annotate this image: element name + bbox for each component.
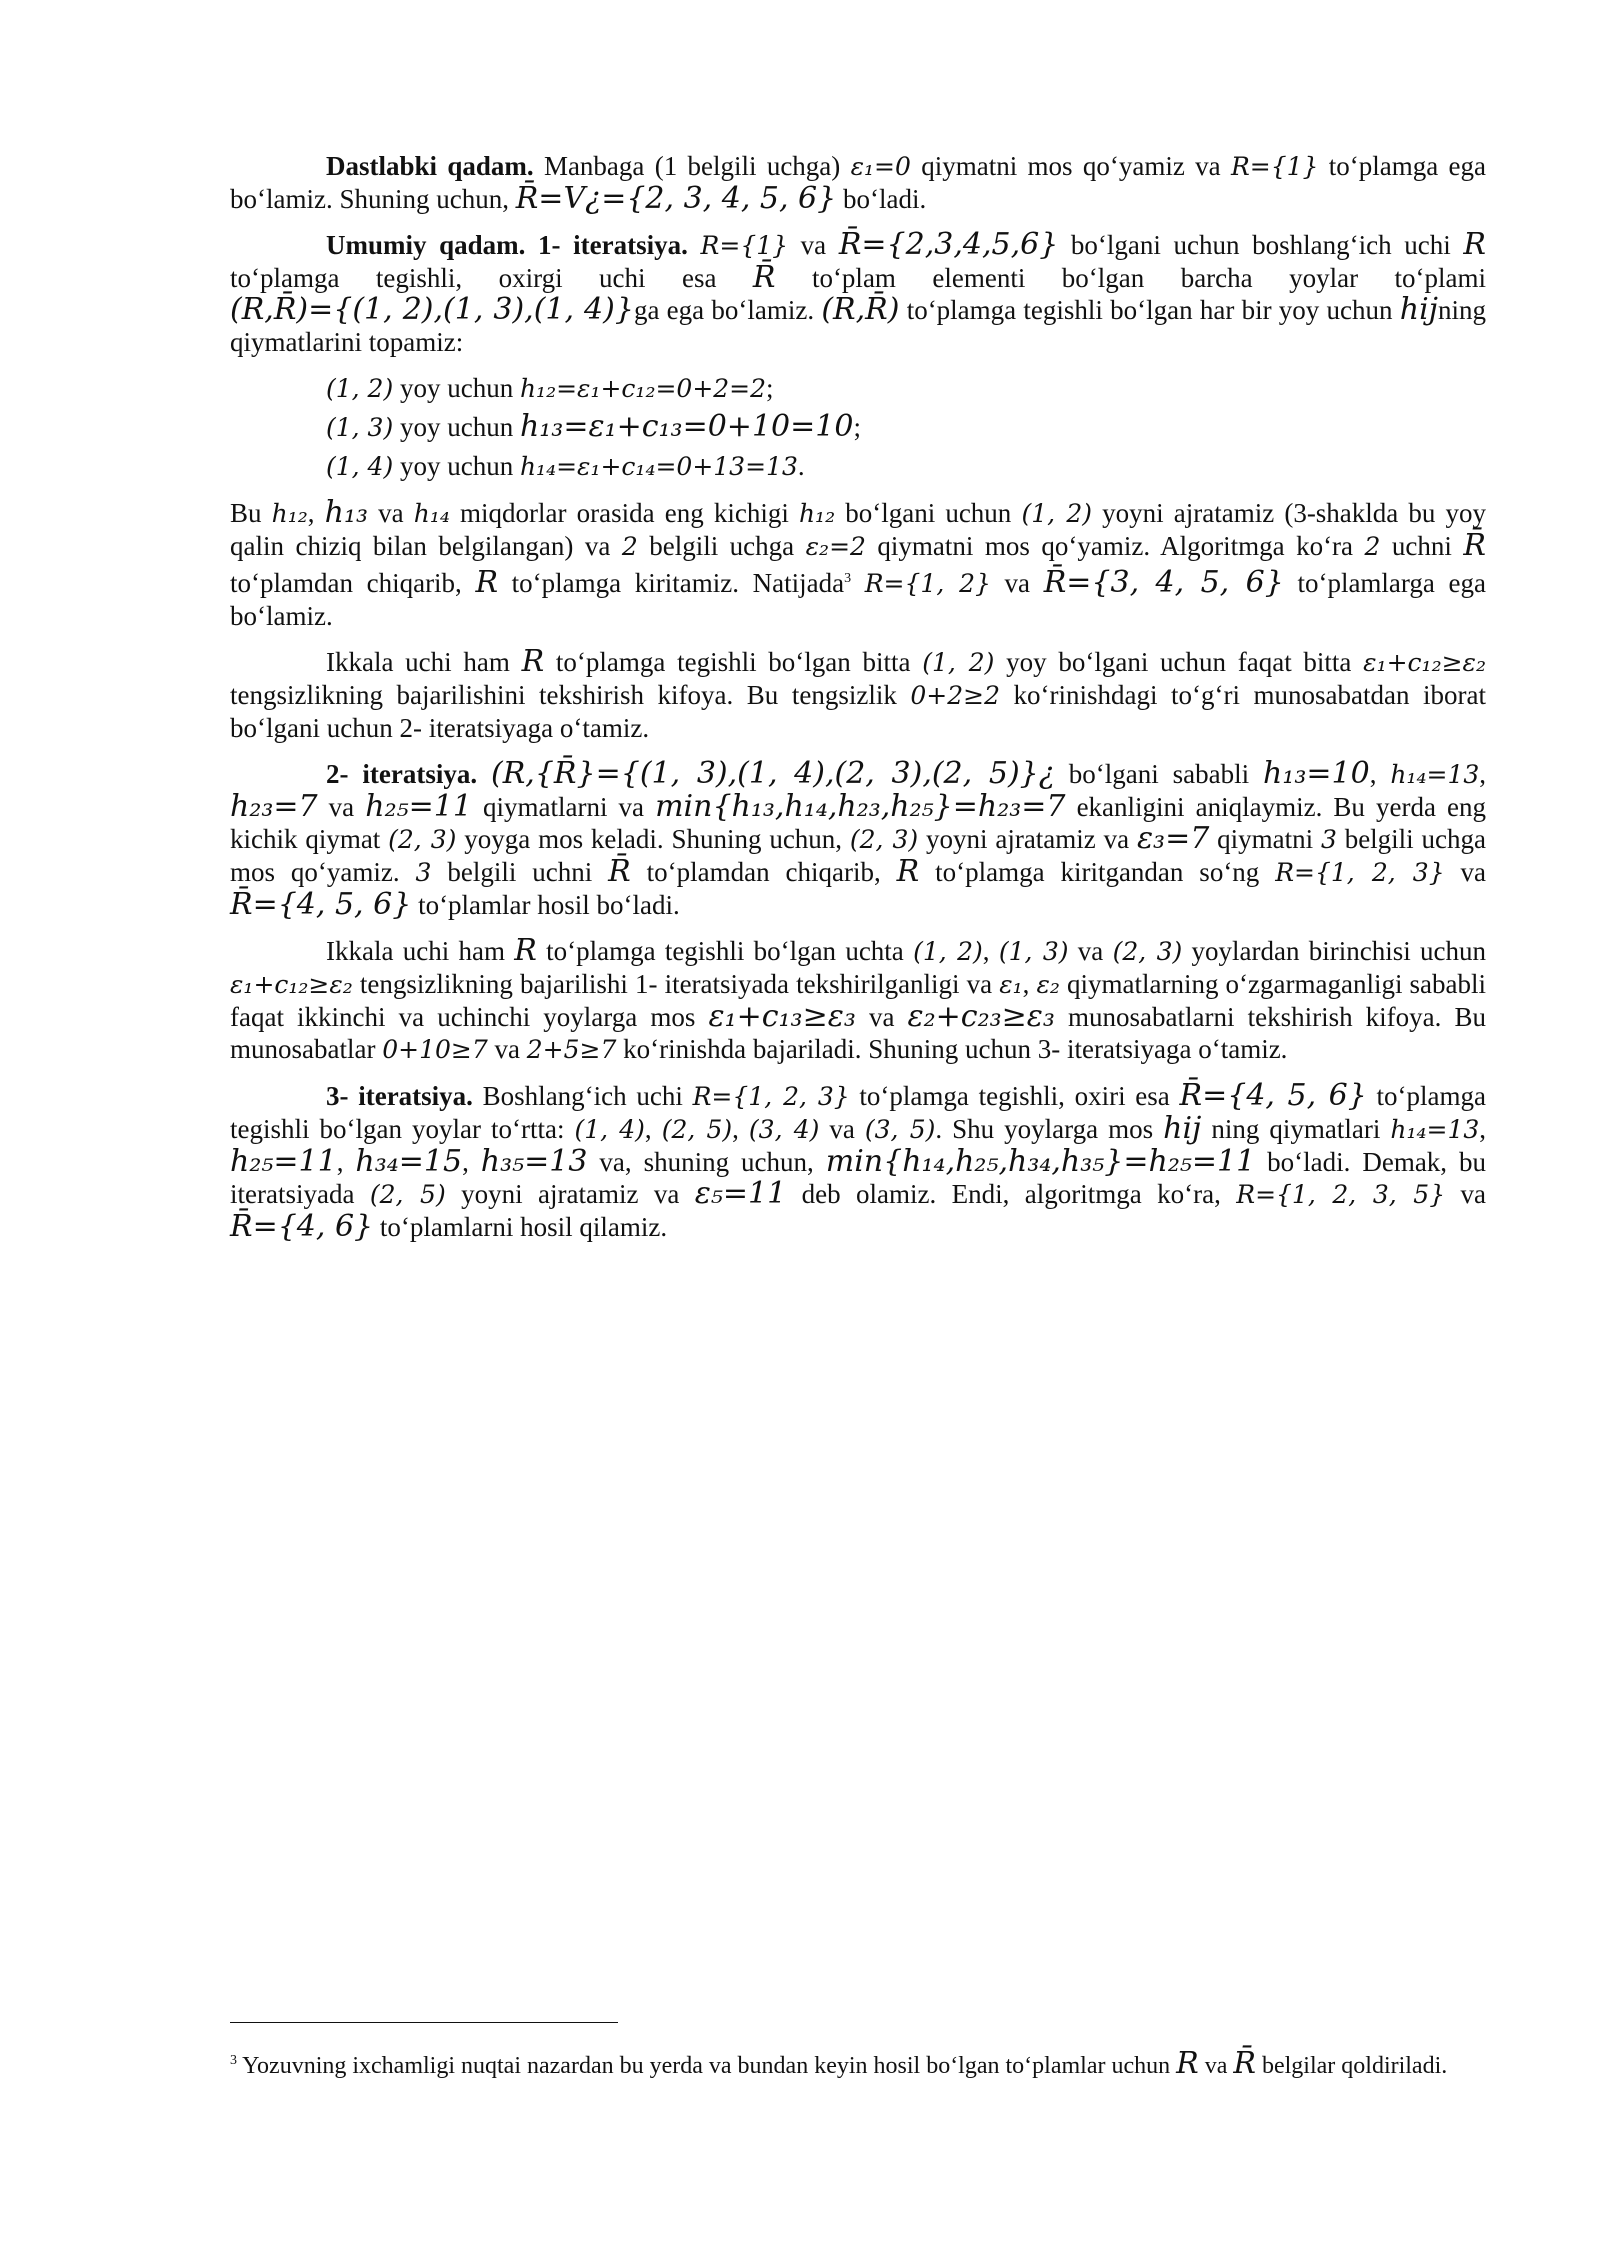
footnote-ref: 3 xyxy=(844,571,852,586)
heading-iteration-3: 3- iteratsiya. xyxy=(326,1081,473,1111)
paragraph-check-1: Ikkala uchi ham R to‘plamga tegishli bo‘lgan bitta (1, 2) yoy bo‘lgani uchun faqat bitta ε₁+c₁₂≥ε₂ tengsizlikning bajarilishini tekshirish kifoya. Bu tengsizlik 0+2≥2 ko‘rinishdagi to‘g‘ri munosabatdan iborat bo‘lgani uchun 2- iteratsiyaga o‘tamiz. xyxy=(230,644,1486,743)
formula-line: (1, 3) yoy uchun h₁₃=ε₁+c₁₃=0+10=10; xyxy=(326,409,861,444)
formula-line: (1, 2) yoy uchun h₁₂=ε₁+c₁₂=0+2=2; xyxy=(326,373,774,403)
footnote-number: 3 xyxy=(230,2053,237,2068)
footnote: $^3$ Yozuvning ixchamligi nuqtai nazardan bu yerda va bundan keyin hosil bo‘lgan to‘plamlar uchun R va R̄ belgilar qoldiriladi. xyxy=(230,2046,1448,2081)
paragraph-iteration-2: 2- iteratsiya. (R,{R̄}={(1, 3),(1, 4),(2, 3),(2, 5)}¿ bo‘lgani sababli h₁₃=10, h₁₄=13, h₂₃=7 va h₂₅=11 qiymatlarni va min{h₁₃,h₁₄,h₂₃,h₂₅}=h₂₃=7 ekanligini aniqlaymiz. Bu yerda eng kichik qiymat (2, 3) yoyga mos keladi. Shuning uchun, (2, 3) yoyni ajratamiz va ε₃=7 qiymatni 3 belgili uchga mos qo‘yamiz. 3 belgili uchni R̄ to‘plamdan chiqarib, R to‘plamga kiritgandan so‘ng R={1, 2, 3} va R̄={4, 5, 6} to‘plamlar hosil bo‘ladi. xyxy=(230,756,1487,922)
paragraph-check-2: Ikkala uchi ham R to‘plamga tegishli bo‘lgan uchta (1, 2), (1, 3) va (2, 3) yoylardan birinchisi uchun ε₁+c₁₂≥ε₂ tengsizlikning bajarilishi 1- iteratsiyada tekshirilganligi va ε₁, ε₂ qiymatlarning o‘zgarmaganligi sababli faqat ikkinchi va uchinchi yoylarga mos ε₁+c₁₃≥ε₃ va ε₂+c₂₃≥ε₃ munosabatlarni tekshirish kifoya. Bu munosabatlar 0+10≥7 va 2+5≥7 ko‘rinishda bajariladi. Shuning uchun 3- iteratsiyaga o‘tamiz. xyxy=(230,933,1487,1064)
formula-line: (1, 4) yoy uchun h₁₄=ε₁+c₁₄=0+13=13. xyxy=(326,451,805,481)
paragraph-min-selection: Bu h₁₂, h₁₃ va h₁₄ miqdorlar orasida eng kichigi h₁₂ bo‘lgani uchun (1, 2) yoyni ajratamiz (3-shaklda bu yoy qalin chiziq bilan belgilangan) va 2 belgili uchga ε₂=2 qiymatni mos qo‘yamiz. Algoritmga ko‘ra 2 uchni R̄ to‘plamdan chiqarib, R to‘plamga kiritamiz. Natijada$^3$ R={1, 2} va R̄={3, 4, 5, 6} to‘plamlarga ega bo‘lamiz. xyxy=(230,495,1487,631)
math-epsilon1: ε₁=0 xyxy=(850,152,911,181)
footnote-separator xyxy=(230,2022,618,2023)
heading-iteration-2: 2- iteratsiya. xyxy=(326,759,478,789)
heading-iteration-1: Umumiy qadam. 1- iteratsiya. xyxy=(326,230,688,260)
math-set-r: R={1} xyxy=(1230,152,1319,181)
math-arc-set: (R,R̄)={(1, 2),(1, 3),(1, 4)} xyxy=(230,292,634,327)
math-set-rbar: R̄=V¿={2, 3, 4, 5, 6} xyxy=(515,181,837,216)
paragraph-iteration-3: 3- iteratsiya. Boshlang‘ich uchi R={1, 2, 3} to‘plamga tegishli, oxiri esa R̄={4, 5, 6} to‘plamga tegishli bo‘lgan yoylar to‘rtta: (1, 4), (2, 5), (3, 4) va (3, 5). Shu yoylarga mos hij ning qiymatlari h₁₄=13, h₂₅=11, h₃₄=15, h₃₅=13 va, shuning uchun, min{h₁₄,h₂₅,h₃₄,h₃₅}=h₂₅=11 bo‘ladi. Demak, bu iteratsiyada (2, 5) yoyni ajratamiz va ε₅=11 deb olamiz. Endi, algoritmga ko‘ra, R={1, 2, 3, 5} va R̄={4, 6} to‘plamlarni hosil qilamiz. xyxy=(230,1078,1487,1244)
paragraph-initial-step: Dastlabki qadam. Manbaga (1 belgili uchga) ε₁=0 qiymatni mos qo‘yamiz va R={1} to‘plamga ega bo‘lamiz. Shuning uchun, R̄=V¿={2, 3, 4, 5, 6} bo‘ladi. xyxy=(230,151,1486,216)
heading-initial-step: Dastlabki qadam. xyxy=(326,151,534,181)
paragraph-iteration-1: Umumiy qadam. 1- iteratsiya. R={1} va R̄={2,3,4,5,6} bo‘lgani uchun boshlang‘ich uchi R to‘plamga tegishli, oxirgi uchi esa R̄ to‘plam elementi bo‘lgan barcha yoylar to‘plami (R,R̄)={(1, 2),(1, 3),(1, 4)}ga ega bo‘lamiz. (R,R̄) to‘plamga tegishli bo‘lgan har bir yoy uchun hijning qiymatlarini topamiz: xyxy=(230,227,1487,357)
body-text xyxy=(230,150,1486,1257)
